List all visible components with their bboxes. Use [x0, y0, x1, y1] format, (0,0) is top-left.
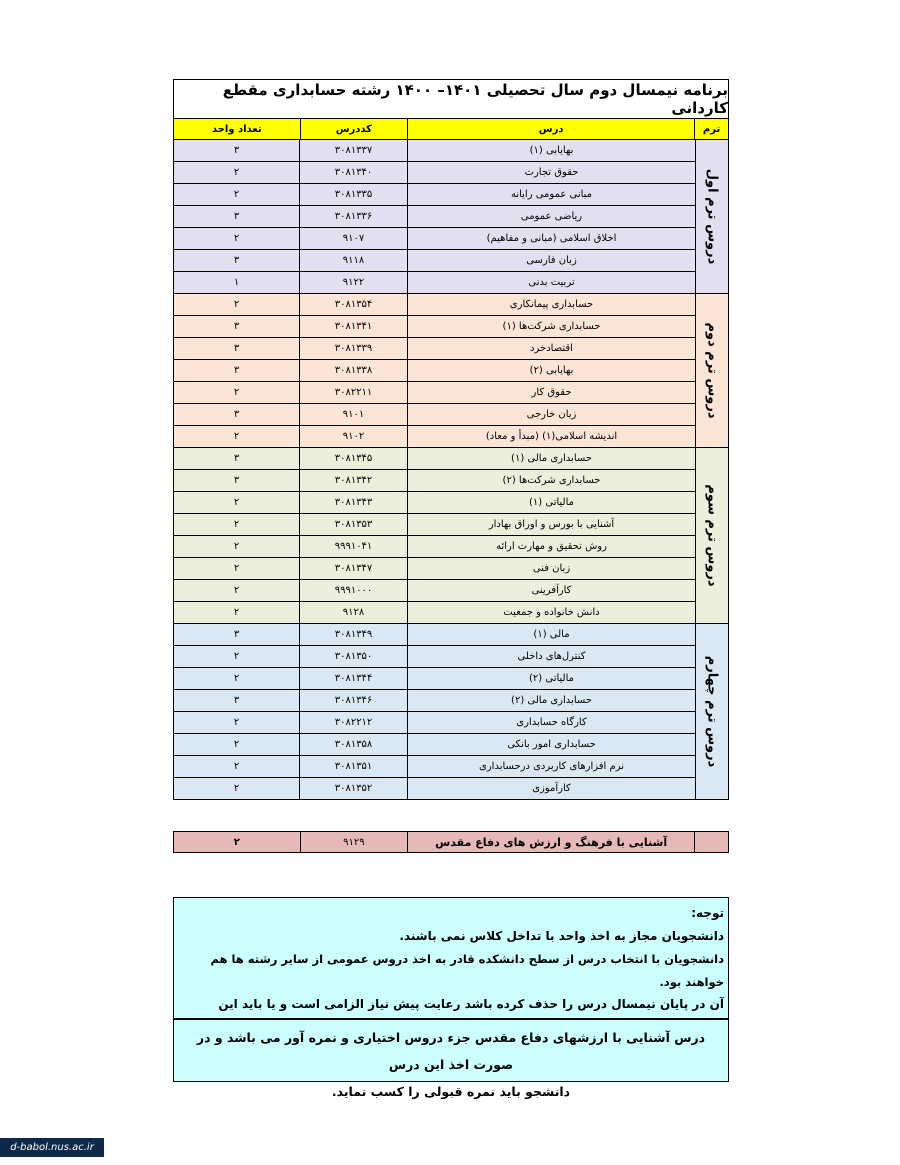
course-units: ۲ [173, 426, 299, 448]
course-units: ۲ [173, 184, 299, 206]
table-row [173, 756, 729, 778]
course-name: کارگاه حسابداری [407, 712, 695, 734]
table-row [173, 382, 729, 404]
table-row [173, 778, 729, 800]
term-label-cell [695, 140, 729, 294]
course-code: ۳۰۸۱۳۴۹ [299, 624, 407, 646]
header-course: درس [407, 119, 694, 139]
term-label-cell [695, 624, 729, 800]
note-line: آن در پایان نیمسال درس را حذف کرده باشد رعایت پیش نیاز الزامی است و یا باید این [218, 997, 724, 1011]
course-units: ۲ [173, 294, 299, 316]
notes-box [173, 897, 729, 1019]
course-code: ۳۰۸۱۳۵۲ [299, 778, 407, 800]
course-units: ۳ [173, 470, 299, 492]
course-code: ۳۰۸۱۳۴۷ [299, 558, 407, 580]
course-units: ۲ [173, 382, 299, 404]
note-line: دانشجو باید نمره قبولی را کسب نماید. [331, 1084, 571, 1099]
course-name: اخلاق اسلامی (مبانی و مفاهیم) [407, 228, 695, 250]
course-code: ۹۱۱۸ [299, 250, 407, 272]
course-code: ۳۰۸۱۳۴۳ [299, 492, 407, 514]
course-code: ۳۰۸۱۳۴۶ [299, 690, 407, 712]
course-name: مبانی عمومی رایانه [407, 184, 695, 206]
table-row [173, 294, 729, 316]
course-code: ۳۰۸۱۳۳۶ [299, 206, 407, 228]
table-row [173, 250, 729, 272]
table-header [173, 119, 729, 140]
term-label: دروس ترم اول [704, 168, 720, 265]
term-label: دروس ترم چهارم [704, 655, 720, 768]
course-units: ۲ [173, 492, 299, 514]
note-line: دانشجویان مجاز به اخذ واحد با تداخل کلاس نمی باشند. [399, 929, 724, 943]
course-code: ۹۹۹۱۰۰۰ [299, 580, 407, 602]
extra-course-units: ۲ [233, 836, 240, 848]
table-row [173, 580, 729, 602]
table-row [173, 624, 729, 646]
course-units: ۳ [173, 250, 299, 272]
course-name: بهایابی (۲) [407, 360, 695, 382]
course-code: ۳۰۸۱۳۴۱ [299, 316, 407, 338]
course-name: حسابداری شرکت‌ها (۲) [407, 470, 695, 492]
course-code: ۳۰۸۱۳۴۰ [299, 162, 407, 184]
course-units: ۳ [173, 360, 299, 382]
course-name: نرم افزارهای کاربردی درحسابداری [407, 756, 695, 778]
table-row [173, 492, 729, 514]
course-name: بهایابی (۱) [407, 140, 695, 162]
table-row [173, 602, 729, 624]
course-name: اندیشه اسلامی(۱) (مبدأ و معاد) [407, 426, 695, 448]
term-label: دروس ترم سوم [704, 484, 720, 587]
table-row [173, 206, 729, 228]
notes-heading: توجه: [691, 906, 724, 920]
extra-course-name: آشنایی با فرهنگ و ارزش های دفاع مقدس [407, 832, 694, 852]
course-name: آشنایی با بورس و اوراق بهادار [407, 514, 695, 536]
table-row [173, 184, 729, 206]
course-name: حسابداری شرکت‌ها (۱) [407, 316, 695, 338]
course-units: ۳ [173, 690, 299, 712]
table-row [173, 470, 729, 492]
course-units: ۳ [173, 206, 299, 228]
course-units: ۲ [173, 602, 299, 624]
course-code: ۹۱۰۱ [299, 404, 407, 426]
page-title: برنامه نیمسال دوم سال تحصیلی ۱۴۰۱– ۱۴۰۰ رشته حسابداری مقطع کاردانی [173, 79, 729, 119]
footer-url[interactable]: d-babol.nus.ac.ir [0, 1138, 104, 1157]
course-code: ۹۱۰۷ [299, 228, 407, 250]
course-units: ۲ [173, 712, 299, 734]
course-units: ۳ [173, 316, 299, 338]
table-row [173, 338, 729, 360]
course-code: ۳۰۸۱۳۴۵ [299, 448, 407, 470]
course-code: ۳۰۸۱۳۳۵ [299, 184, 407, 206]
course-name: کارآفرینی [407, 580, 695, 602]
table-row [173, 734, 729, 756]
table-row [173, 162, 729, 184]
extra-course-code: ۹۱۲۹ [300, 832, 408, 852]
course-code: ۹۱۲۸ [299, 602, 407, 624]
course-units: ۳ [173, 338, 299, 360]
header-units: تعداد واحد [211, 123, 262, 135]
course-name: اقتصادخرد [407, 338, 695, 360]
course-name: ریاضی عمومی [407, 206, 695, 228]
table-row [173, 404, 729, 426]
table-row [173, 426, 729, 448]
course-name: دانش خانواده و جمعیت [407, 602, 695, 624]
course-name: حقوق کار [407, 382, 695, 404]
course-units: ۳ [173, 624, 299, 646]
term-label-cell [695, 294, 729, 448]
course-table-body [173, 140, 729, 800]
table-row [173, 316, 729, 338]
header-term: ترم [694, 119, 728, 139]
course-name: حسابداری مالی (۲) [407, 690, 695, 712]
course-units: ۲ [173, 580, 299, 602]
table-row [173, 668, 729, 690]
course-code: ۳۰۸۲۲۱۱ [299, 382, 407, 404]
term-label-cell [695, 448, 729, 624]
course-code: ۹۱۲۲ [299, 272, 407, 294]
course-name: مالیاتی (۱) [407, 492, 695, 514]
course-units: ۲ [173, 558, 299, 580]
course-name: زبان فنی [407, 558, 695, 580]
course-units: ۲ [173, 162, 299, 184]
course-name: زبان خارجی [407, 404, 695, 426]
course-code: ۳۰۸۱۳۳۸ [299, 360, 407, 382]
course-name: کارآموزی [407, 778, 695, 800]
table-row [173, 558, 729, 580]
course-code: ۹۱۰۲ [299, 426, 407, 448]
course-units: ۳ [173, 140, 299, 162]
course-name: روش تحقیق و مهارت ارائه [407, 536, 695, 558]
header-code: کددرس [300, 119, 408, 139]
note-line: درس آشنایی با ارزشهای دفاع مقدس جزء دروس اختیاری و نمره آور می باشد و در صورت اخذ این درس [196, 1030, 706, 1072]
table-row [173, 272, 729, 294]
course-code: ۳۰۸۱۳۵۰ [299, 646, 407, 668]
table-row [173, 228, 729, 250]
course-units: ۲ [173, 668, 299, 690]
course-units: ۲ [173, 228, 299, 250]
course-units: ۲ [173, 734, 299, 756]
course-code: ۳۰۸۱۳۳۹ [299, 338, 407, 360]
course-name: حقوق تجارت [407, 162, 695, 184]
course-units: ۲ [173, 778, 299, 800]
table-row [173, 514, 729, 536]
course-name: زبان فارسی [407, 250, 695, 272]
course-units: ۲ [173, 536, 299, 558]
course-name: مالیاتی (۲) [407, 668, 695, 690]
course-code: ۳۰۸۱۳۳۷ [299, 140, 407, 162]
course-units: ۱ [173, 272, 299, 294]
table-row [173, 646, 729, 668]
course-name: حسابداری امور بانکی [407, 734, 695, 756]
table-row [173, 140, 729, 162]
table-row [173, 712, 729, 734]
term-label: دروس ترم دوم [704, 322, 720, 419]
course-name: مالی (۱) [407, 624, 695, 646]
course-code: ۳۰۸۱۳۴۴ [299, 668, 407, 690]
table-row [173, 690, 729, 712]
course-units: ۲ [173, 646, 299, 668]
extra-term-cell [694, 832, 728, 852]
table-row [173, 360, 729, 382]
course-units: ۲ [173, 756, 299, 778]
course-name: کنترل‌های داخلی [407, 646, 695, 668]
course-code: ۹۹۹۱۰۴۱ [299, 536, 407, 558]
course-code: ۳۰۸۱۳۵۳ [299, 514, 407, 536]
table-row [173, 536, 729, 558]
note-line: دانشجویان با انتخاب درس از سطح دانشکده قادر به اخذ دروس عمومی از سایر رشته ها هم خواهند بود. [210, 952, 724, 989]
table-row [173, 448, 729, 470]
notes-box-sacred-defense [173, 1019, 729, 1099]
course-name: تربیت بدنی [407, 272, 695, 294]
course-code: ۳۰۸۱۳۴۲ [299, 470, 407, 492]
course-code: ۳۰۸۱۳۵۱ [299, 756, 407, 778]
extra-course-row [173, 831, 729, 853]
course-code: ۳۰۸۱۳۵۸ [299, 734, 407, 756]
course-units: ۳ [173, 448, 299, 470]
course-units: ۲ [173, 514, 299, 536]
course-units: ۳ [173, 404, 299, 426]
course-name: حسابداری مالی (۱) [407, 448, 695, 470]
course-name: حسابداری پیمانکاری [407, 294, 695, 316]
course-code: ۳۰۸۲۲۱۲ [299, 712, 407, 734]
course-code: ۳۰۸۱۳۵۴ [299, 294, 407, 316]
